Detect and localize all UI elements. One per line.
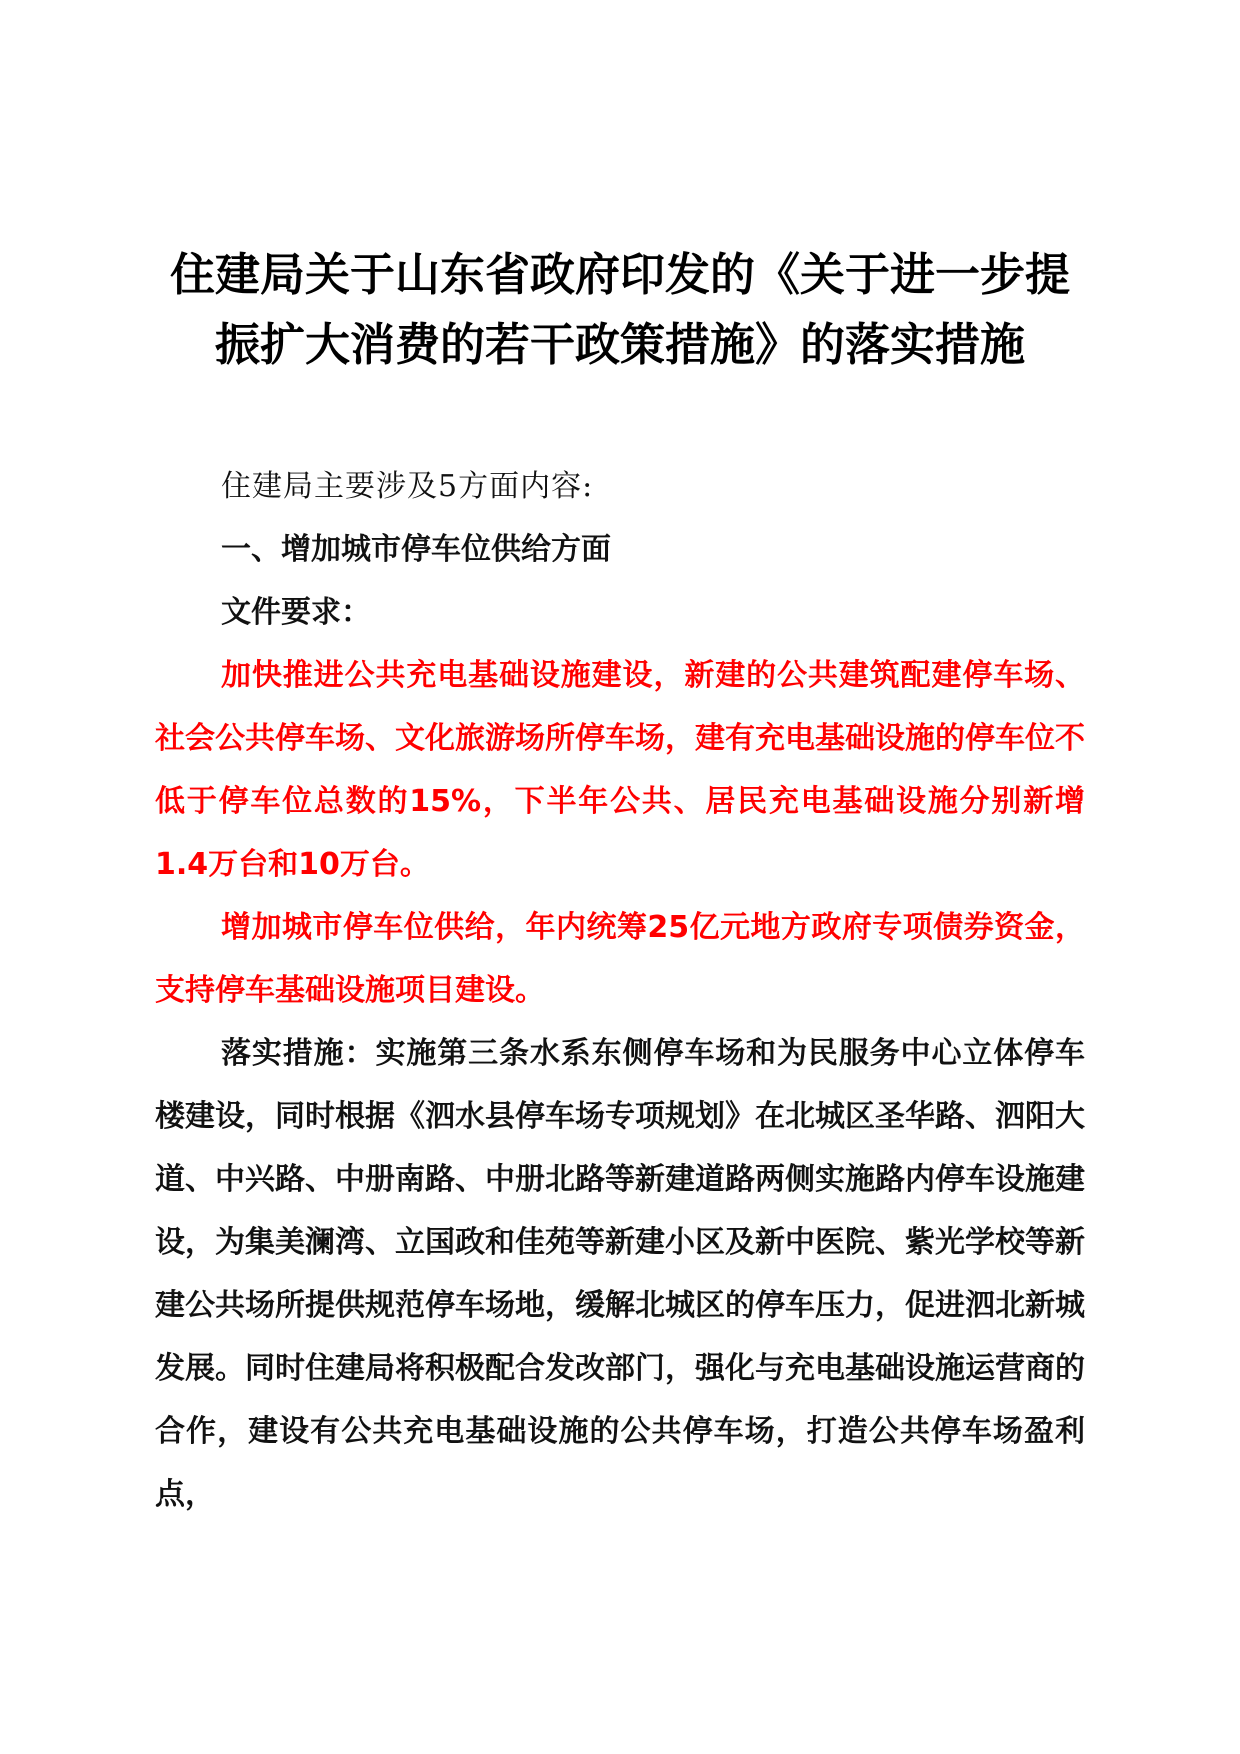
- title-line-1: 住建局关于山东省政府印发的《关于进一步提: [169, 248, 1070, 301]
- requirement-paragraph-1: 加快推进公共充电基础设施建设，新建的公共建筑配建停车场、社会公共停车场、文化旅游场所停车场，建有充电基础设施的停车位不低于停车位总数的15%，下半年公共、居民充电基础设施分别新增1.4万台和10万台。: [155, 658, 1085, 882]
- section-heading: 一、增加城市停车位供给方面: [221, 532, 611, 567]
- requirements-label: 文件要求：: [221, 595, 371, 630]
- intro-paragraph: 住建局主要涉及5方面内容:: [221, 469, 594, 504]
- requirement-paragraph-2: 增加城市停车位供给，年内统筹25亿元地方政府专项债券资金，支持停车基础设施项目建设。: [155, 910, 1085, 1008]
- document-body: [155, 455, 1085, 1526]
- title-line-2: 振扩大消费的若干政策措施》的落实措施: [214, 318, 1025, 371]
- document-title: [150, 240, 1090, 380]
- measures-paragraph: 落实措施：实施第三条水系东侧停车场和为民服务中心立体停车楼建设，同时根据《泗水县停车场专项规划》在北城区圣华路、泗阳大道、中兴路、中册南路、中册北路等新建道路两侧实施路内停车设施建设，为集美澜湾、立国政和佳苑等新建小区及新中医院、紫光学校等新建公共场所提供规范停车场地，缓解北城区的停车压力，促进泗北新城发展。同时住建局将积极配合发改部门，强化与充电基础设施运营商的合作，建设有公共充电基础设施的公共停车场，打造公共停车场盈利点，: [155, 1036, 1085, 1512]
